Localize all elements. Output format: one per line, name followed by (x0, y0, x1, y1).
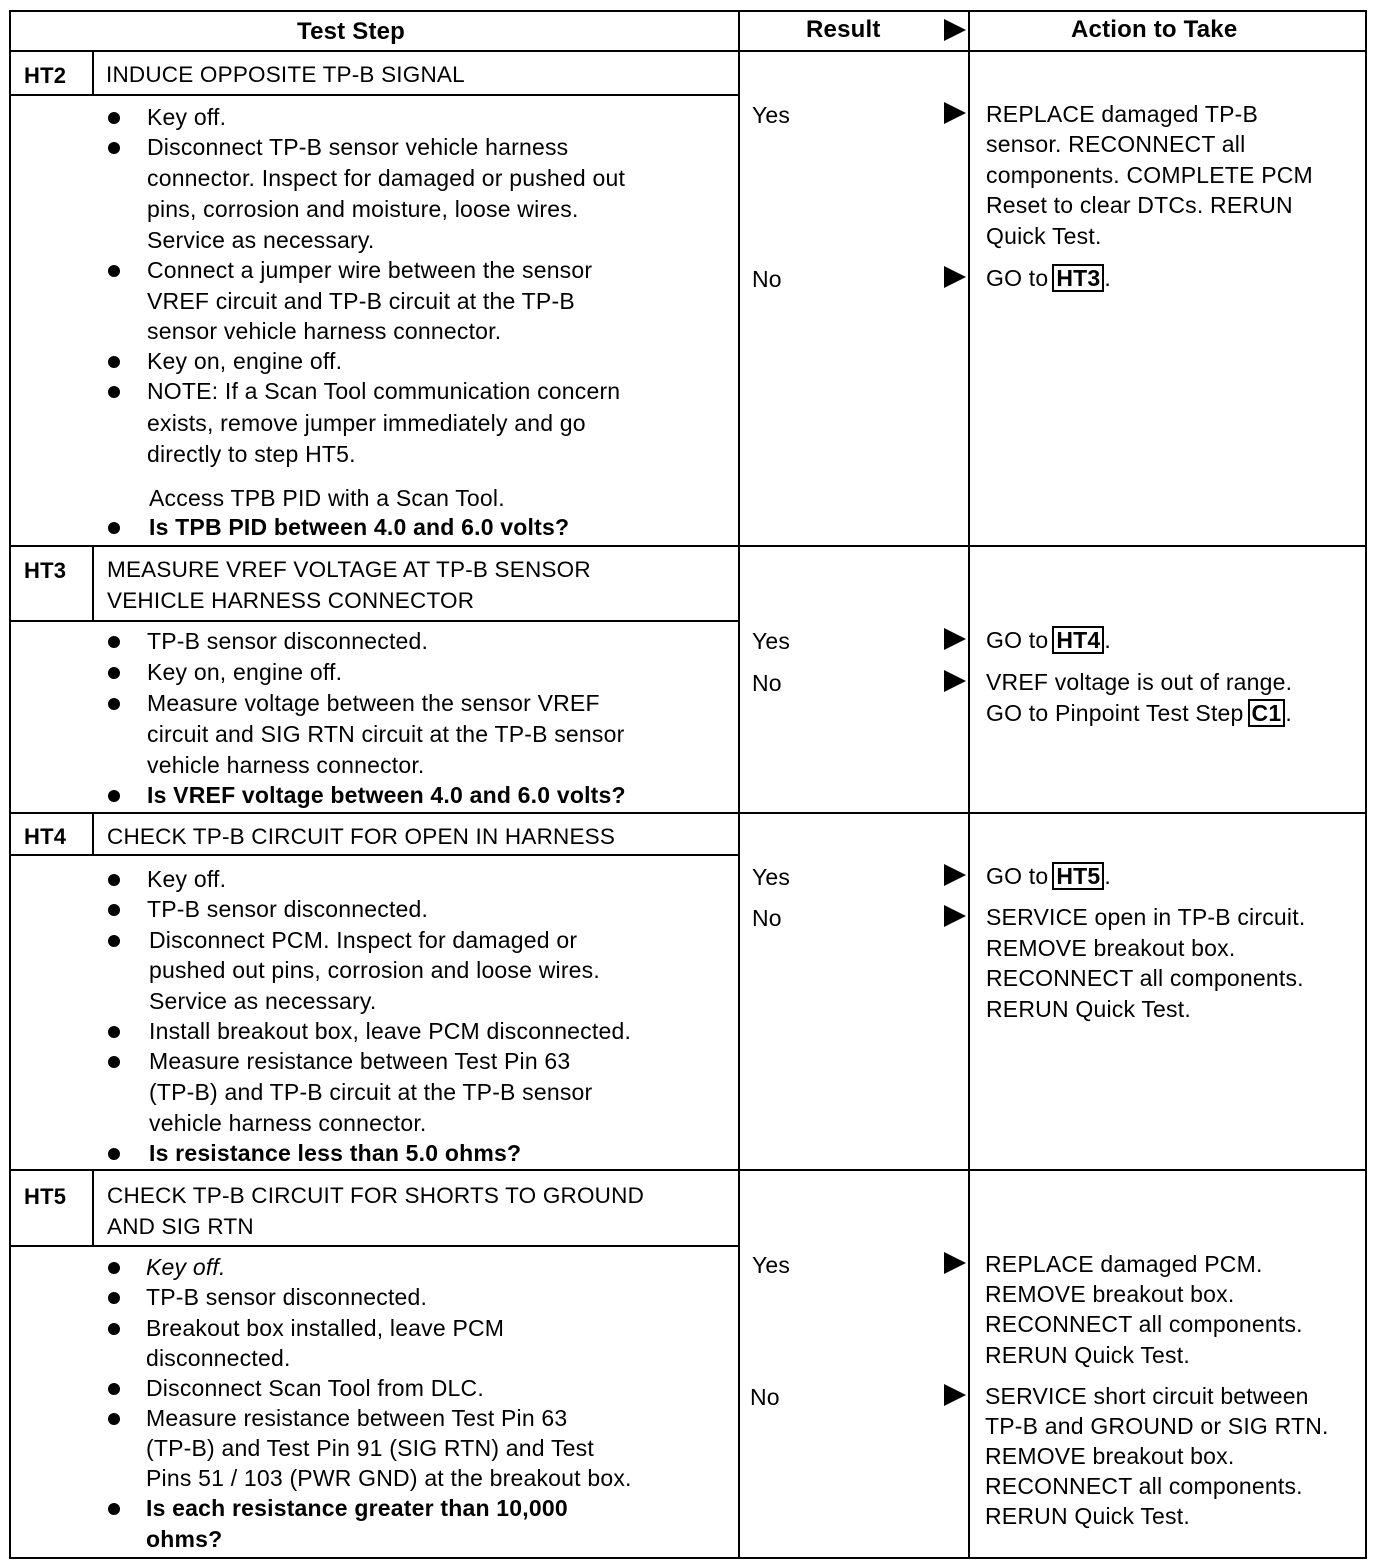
bullet-icon (108, 112, 120, 124)
code-divider-ht5 (92, 1171, 94, 1247)
action-line: RERUN Quick Test. (985, 1503, 1190, 1529)
result-yes: Yes (752, 1252, 791, 1278)
step-line: circuit and SIG RTN circuit at the TP-B sensor (147, 721, 625, 747)
action-line: Quick Test. (986, 223, 1102, 249)
step-line: Service as necessary. (147, 227, 375, 253)
step-line: TP-B sensor disconnected. (146, 1284, 428, 1310)
action-goto: GO to HT5 . (986, 863, 1112, 889)
action-line: REMOVE breakout box. (985, 1281, 1235, 1307)
header-result: Result (806, 16, 881, 43)
row-rule-ht3 (9, 545, 1367, 547)
title-rule-ht3 (9, 620, 740, 622)
step-line: vehicle harness connector. (149, 1110, 427, 1136)
step-question: Is resistance less than 5.0 ohms? (149, 1140, 522, 1166)
step-code-ht5: HT5 (24, 1184, 67, 1209)
header-arrow-icon (944, 19, 966, 41)
action-line: REPLACE damaged TP-B (986, 101, 1259, 127)
action-line: REPLACE damaged PCM. (985, 1251, 1263, 1277)
result-arrow-icon (944, 905, 966, 927)
step-line: Disconnect PCM. Inspect for damaged or (149, 927, 578, 953)
action-line: SERVICE short circuit between (985, 1383, 1309, 1409)
goto-label: GO to (986, 627, 1049, 653)
bullet-icon (108, 904, 120, 916)
action-goto: GO to HT3 . (986, 265, 1112, 291)
bullet-icon (108, 698, 120, 710)
result-arrow-icon (944, 864, 966, 886)
action-line: components. COMPLETE PCM (986, 162, 1313, 188)
step-question: Is VREF voltage between 4.0 and 6.0 volts? (147, 782, 626, 808)
step-line: Breakout box installed, leave PCM (146, 1315, 505, 1341)
step-line: (TP-B) and Test Pin 91 (SIG RTN) and Test (146, 1435, 594, 1461)
header-test-step: Test Step (297, 18, 406, 45)
action-line: Reset to clear DTCs. RERUN (986, 192, 1293, 218)
bullet-icon (108, 636, 120, 648)
column-divider-action (968, 10, 970, 1559)
step-line: Key on, engine off. (147, 659, 343, 685)
result-no: No (750, 1384, 780, 1410)
action-line: RECONNECT all components. (985, 1311, 1303, 1337)
step-title-ht2: INDUCE OPPOSITE TP-B SIGNAL (106, 62, 465, 87)
step-question: Is TPB PID between 4.0 and 6.0 volts? (149, 514, 570, 540)
bullet-icon (108, 1262, 120, 1274)
bullet-icon (108, 386, 120, 398)
result-arrow-icon (944, 102, 966, 124)
goto-label: GO to (986, 265, 1049, 291)
row-rule-ht4 (9, 812, 1367, 814)
result-arrow-icon (944, 628, 966, 650)
result-arrow-icon (944, 1252, 966, 1274)
step-line: Key off. (147, 104, 227, 130)
action-goto: GO to Pinpoint Test Step C1 . (986, 700, 1292, 726)
result-yes: Yes (752, 102, 791, 128)
step-title-ht3-cont: VEHICLE HARNESS CONNECTOR (107, 588, 475, 613)
step-code-ht4: HT4 (24, 824, 67, 849)
header-action: Action to Take (1071, 16, 1238, 43)
code-divider-ht2 (92, 52, 94, 96)
step-line: Access TPB PID with a Scan Tool. (149, 485, 505, 511)
step-title-ht3: MEASURE VREF VOLTAGE AT TP-B SENSOR (107, 557, 591, 582)
step-line: Pins 51 / 103 (PWR GND) at the breakout box. (146, 1465, 632, 1491)
header-rule (9, 50, 1367, 52)
step-ref-ht4[interactable]: HT4 (1052, 626, 1104, 654)
result-arrow-icon (944, 670, 966, 692)
result-no: No (752, 905, 782, 931)
step-line: pushed out pins, corrosion and loose wires. (149, 957, 600, 983)
action-line: RECONNECT all components. (986, 965, 1304, 991)
bullet-icon (108, 356, 120, 368)
step-line: Measure resistance between Test Pin 63 (149, 1048, 571, 1074)
goto-label: GO to (986, 863, 1049, 889)
step-line: disconnected. (146, 1345, 291, 1371)
result-yes: Yes (752, 864, 791, 890)
bullet-icon (108, 935, 120, 947)
step-title-ht4: CHECK TP-B CIRCUIT FOR OPEN IN HARNESS (107, 824, 616, 849)
bullet-icon (108, 1292, 120, 1304)
title-rule-ht2 (9, 94, 740, 96)
step-line: connector. Inspect for damaged or pushed out (147, 165, 626, 191)
step-ref-ht5[interactable]: HT5 (1052, 862, 1104, 890)
bullet-icon (108, 1503, 120, 1515)
step-question-cont: ohms? (146, 1526, 223, 1552)
step-title-ht5: CHECK TP-B CIRCUIT FOR SHORTS TO GROUND (107, 1183, 645, 1208)
step-line: TP-B sensor disconnected. (147, 896, 429, 922)
row-rule-ht5 (9, 1169, 1367, 1171)
step-line: NOTE: If a Scan Tool communication concern (147, 378, 621, 404)
step-ref-ht3[interactable]: HT3 (1052, 264, 1104, 292)
bullet-icon (108, 1148, 120, 1160)
step-line: Install breakout box, leave PCM disconnected. (149, 1018, 632, 1044)
bullet-icon (108, 1323, 120, 1335)
step-line: VREF circuit and TP-B circuit at the TP-B (147, 288, 575, 314)
bullet-icon (108, 790, 120, 802)
step-line: Measure resistance between Test Pin 63 (146, 1405, 568, 1431)
action-line: RERUN Quick Test. (985, 1342, 1190, 1368)
step-line: Disconnect Scan Tool from DLC. (146, 1375, 484, 1401)
bullet-icon (108, 142, 120, 154)
code-divider-ht3 (92, 547, 94, 622)
step-line: Key off. (147, 866, 227, 892)
step-line: directly to step HT5. (147, 441, 356, 467)
step-code-ht2: HT2 (24, 63, 67, 88)
step-line: pins, corrosion and moisture, loose wires. (147, 196, 579, 222)
step-title-ht5-cont: AND SIG RTN (107, 1214, 254, 1239)
action-line: RERUN Quick Test. (986, 996, 1191, 1022)
step-line: (TP-B) and TP-B circuit at the TP-B sensor (149, 1079, 593, 1105)
step-code-ht3: HT3 (24, 558, 67, 583)
result-no: No (752, 266, 782, 292)
step-line: Measure voltage between the sensor VREF (147, 690, 600, 716)
step-line: TP-B sensor disconnected. (147, 628, 429, 654)
bullet-icon (108, 667, 120, 679)
column-divider-result (738, 10, 740, 1559)
step-line: exists, remove jumper immediately and go (147, 410, 586, 436)
result-arrow-icon (944, 1384, 966, 1406)
step-question: Is each resistance greater than 10,000 (146, 1495, 568, 1521)
step-line: Disconnect TP-B sensor vehicle harness (147, 134, 569, 160)
goto-label: GO to Pinpoint Test Step (986, 700, 1244, 726)
result-arrow-icon (944, 266, 966, 288)
action-line: TP-B and GROUND or SIG RTN. (985, 1413, 1329, 1439)
action-line: sensor. RECONNECT all (986, 131, 1246, 157)
title-rule-ht4 (9, 854, 740, 856)
action-goto: GO to HT4 . (986, 627, 1112, 653)
step-ref-c1[interactable]: C1 (1248, 699, 1286, 727)
bullet-icon (108, 1413, 120, 1425)
action-line: REMOVE breakout box. (985, 1443, 1235, 1469)
step-line: Key on, engine off. (147, 348, 343, 374)
action-line: SERVICE open in TP-B circuit. (986, 904, 1306, 930)
bullet-icon (108, 874, 120, 886)
step-line: Service as necessary. (149, 988, 377, 1014)
action-line: REMOVE breakout box. (986, 935, 1236, 961)
step-line: vehicle harness connector. (147, 752, 425, 778)
result-no: No (752, 670, 782, 696)
step-line: Key off. (146, 1254, 226, 1280)
step-line: Connect a jumper wire between the sensor (147, 257, 593, 283)
bullet-icon (108, 265, 120, 277)
code-divider-ht4 (92, 814, 94, 856)
result-yes: Yes (752, 628, 791, 654)
bullet-icon (108, 1383, 120, 1395)
step-line: sensor vehicle harness connector. (147, 318, 502, 344)
action-line: RECONNECT all components. (985, 1473, 1303, 1499)
title-rule-ht5 (9, 1245, 740, 1247)
bullet-icon (108, 1056, 120, 1068)
bullet-icon (108, 1026, 120, 1038)
bullet-icon (108, 522, 120, 534)
action-line: VREF voltage is out of range. (986, 669, 1293, 695)
